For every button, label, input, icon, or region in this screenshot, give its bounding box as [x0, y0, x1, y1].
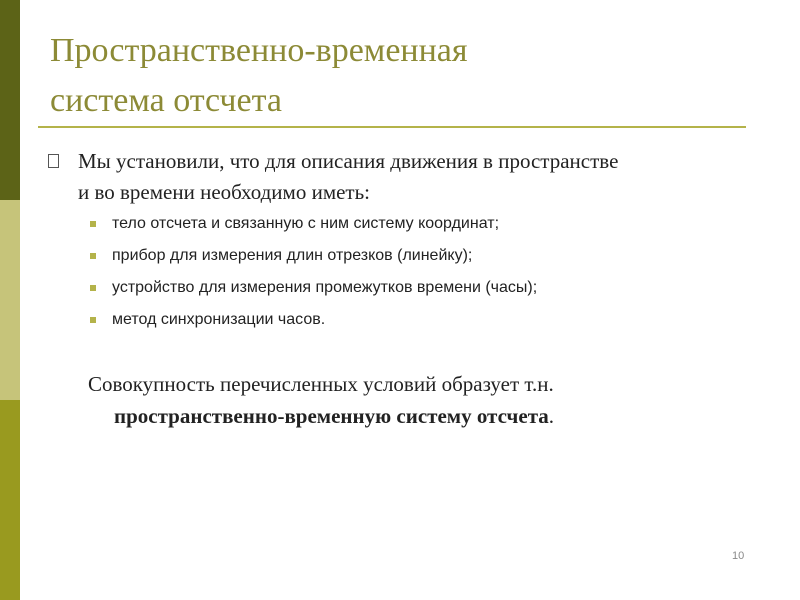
main-point-line-1: Мы установили, что для описания движения в пространстве	[78, 149, 619, 173]
list-item	[90, 278, 770, 310]
square-bullet-icon	[90, 285, 96, 291]
main-bullet-point	[48, 146, 768, 208]
slide-title-line-2: система отсчета	[50, 82, 282, 119]
sub-point-text: прибор для измерения длин отрезков (линейку);	[112, 247, 473, 264]
list-item	[90, 214, 770, 246]
stripe-segment-light	[0, 200, 20, 400]
sub-point-text: устройство для измерения промежутков времени (часы);	[112, 279, 538, 296]
conclusion-line-2	[88, 400, 748, 432]
stripe-segment-dark	[0, 0, 20, 200]
conclusion-term: пространственно-временную систему отсчета	[114, 404, 549, 428]
conclusion-line-1: Совокупность перечисленных условий образует т.н.	[88, 372, 554, 396]
conclusion-paragraph	[88, 368, 748, 432]
conclusion-end: .	[548, 404, 555, 428]
title-divider	[38, 126, 746, 128]
square-bullet-icon	[90, 317, 96, 323]
square-bullet-icon	[90, 253, 96, 259]
list-item	[90, 246, 770, 278]
left-decorative-stripe	[0, 0, 20, 600]
sub-point-text: тело отсчета и связанную с ним систему координат;	[112, 215, 500, 232]
stripe-segment-mid	[0, 400, 20, 600]
square-bullet-icon	[90, 221, 96, 227]
list-item	[90, 310, 770, 342]
hollow-square-bullet-icon	[48, 154, 59, 168]
slide-title	[50, 26, 750, 126]
page-number: 10	[732, 550, 745, 562]
slide-title-line-1: Пространственно-временная	[50, 32, 468, 69]
sub-point-text: метод синхронизации часов.	[112, 311, 326, 328]
main-point-line-2: и во времени необходимо иметь:	[78, 180, 371, 204]
sub-bullet-list	[90, 214, 770, 342]
